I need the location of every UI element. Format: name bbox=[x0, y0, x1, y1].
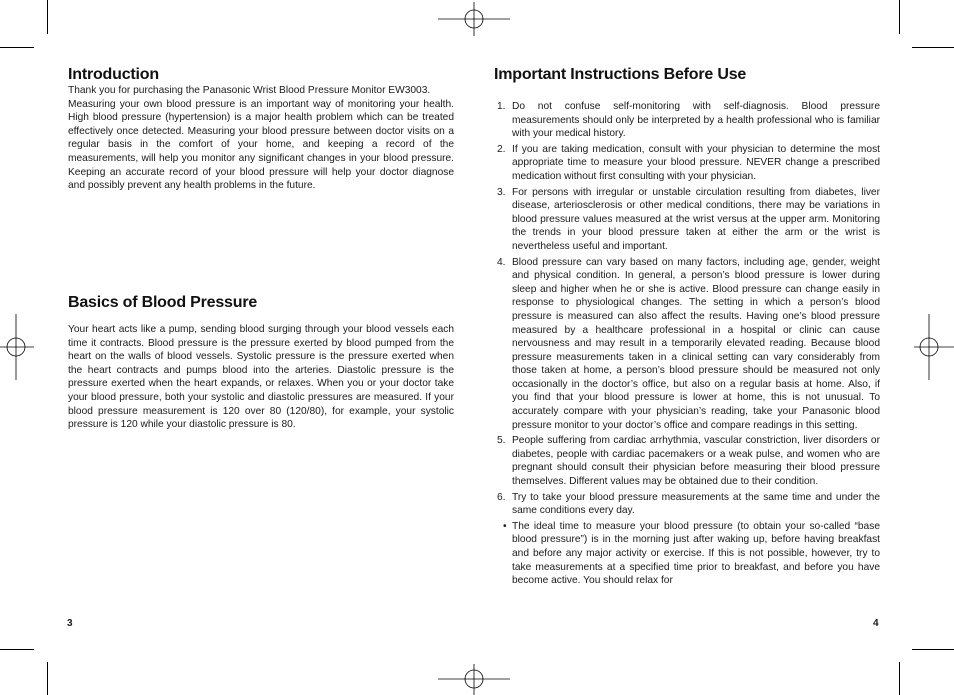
right-page bbox=[494, 64, 880, 590]
list-item-text: For persons with irregular or unstable circulation resulting from diabetes, liver disease, arteriosclerosis or other medical conditions, there may be variations in blood pressure values measured at the wrist versus at the upper arm. Monitoring the trends in your blood pressure taken at either the arm or the wrist is nevertheless useful and important. bbox=[512, 186, 880, 252]
crop-mark-bl-v bbox=[47, 662, 48, 695]
crop-mark-tl-v bbox=[47, 0, 48, 34]
intro-paragraph-2: Measuring your own blood pressure is an important way of monitoring your health. High blood pressure (hypertension) is a major health problem which can be treated effectively once detected. Measuring your blood pressure between doctor visits on a regular basis in the comfort of your home, and keeping a record of the measurements, will help you monitor any significant changes in your blood pressure. Keeping an accurate record of your blood pressure will help your doctor diagnose and possibly prevent any health problems in the future. bbox=[68, 98, 454, 192]
list-item-text: People suffering from cardiac arrhythmia, vascular constriction, liver disorders or diabetes, people with cardiac pacemakers or a weak pulse, and women who are pregnant should consult their physician before measuring their blood pressure themselves. Different values may be obtained due to their condition. bbox=[512, 435, 880, 488]
list-item bbox=[494, 100, 880, 141]
list-item-text: If you are taking medication, consult with your physician to determine the most appropriate time to measure your blood pressure. NEVER change a prescribed medication without first consulting with your physician. bbox=[512, 143, 880, 182]
page-number-right: 4 bbox=[873, 618, 879, 629]
list-item bbox=[494, 186, 880, 254]
list-item bbox=[494, 256, 880, 433]
list-item-text: Blood pressure can vary based on many factors, including age, gender, weight and physical condition. In general, a person’s blood pressure is lower during sleep and higher when he or she is active. Blood pressure can change easily in response to physiological changes. The setting in which a person’s blood pressure is measured can also affect the results. Having one’s blood pressure measured by a healthcare professional in a hospital or clinic can cause nervousness and may result in a temporarily elevated reading. Because blood pressure measurements taken in a clinical setting can vary considerably from those taken at home, a person’s blood pressure should be measured not only occasionally in the doctor’s office, but also on a regular basis at home. Also, if you find that your blood pressure is lower at home, this is not unusual. To accurately compare with your physician’s reading, take your Panasonic blood pressure monitor to your doctor’s office and compare readings in this setting. bbox=[512, 256, 880, 431]
list-item-text: Do not confuse self-monitoring with self-diagnosis. Blood pressure measurements should only be interpreted by a health professional who is familiar with your medical history. bbox=[512, 101, 880, 140]
basics-paragraph: Your heart acts like a pump, sending blood surging through your blood vessels each time it contracts. Blood pressure is the pressure exerted by blood pumped from the heart on the walls of blood vessels. Systolic pressure is the pressure exerted when the heart contracts and pumps blood into the arteries. Diastolic pressure is the pressure exerted when the heart expands, or relaxes. When you or your doctor take your blood pressure, both your systolic and diastolic pressures are measured. If your blood pressure measurement is 120 over 80 (120/80), for example, your systolic pressure is 120 while your diastolic pressure is 80. bbox=[68, 324, 454, 431]
crop-mark-tr-h bbox=[912, 47, 954, 48]
list-item bbox=[494, 491, 880, 518]
crop-mark-bl-h bbox=[0, 649, 34, 650]
instructions-list bbox=[494, 100, 880, 588]
list-item-number: 2. bbox=[497, 143, 506, 155]
intro-heading: Introduction bbox=[68, 66, 159, 83]
crop-mark-br-v bbox=[899, 662, 900, 695]
page-number-left: 3 bbox=[67, 618, 73, 629]
list-item-number: 5. bbox=[497, 435, 506, 447]
list-item-text: The ideal time to measure your blood pressure (to obtain your so-called “base blood pressure”) is in the morning just after waking up, before having breakfast and before any major activity or exercise. If this is not possible, however, try to take measurements at a specified time prior to breakfast, and before you have become active. You should relax for bbox=[512, 520, 880, 587]
list-item-number: 3. bbox=[497, 186, 506, 198]
basics-heading: Basics of Blood Pressure bbox=[68, 294, 258, 311]
crop-mark-tr-v bbox=[899, 0, 900, 34]
list-item bbox=[494, 520, 880, 588]
registration-mark-left bbox=[0, 314, 34, 380]
registration-mark-bottom bbox=[438, 664, 510, 695]
list-item bbox=[494, 434, 880, 488]
list-item-text: Try to take your blood pressure measurements at the same time and under the same conditions every day. bbox=[512, 491, 880, 517]
list-item bbox=[494, 143, 880, 184]
list-item-number: 6. bbox=[497, 491, 506, 503]
crop-mark-br-h bbox=[912, 649, 954, 650]
left-page bbox=[68, 64, 454, 431]
crop-mark-tl-h bbox=[0, 47, 34, 48]
registration-mark-top bbox=[438, 2, 510, 36]
instructions-heading: Important Instructions Before Use bbox=[494, 66, 747, 83]
list-item-number: 1. bbox=[497, 101, 506, 112]
intro-paragraph-1: Thank you for purchasing the Panasonic Wrist Blood Pressure Monitor EW3003. bbox=[68, 85, 431, 96]
registration-mark-right bbox=[914, 314, 954, 380]
list-item-number: 4. bbox=[497, 256, 506, 268]
list-item-bullet: • bbox=[503, 520, 507, 532]
